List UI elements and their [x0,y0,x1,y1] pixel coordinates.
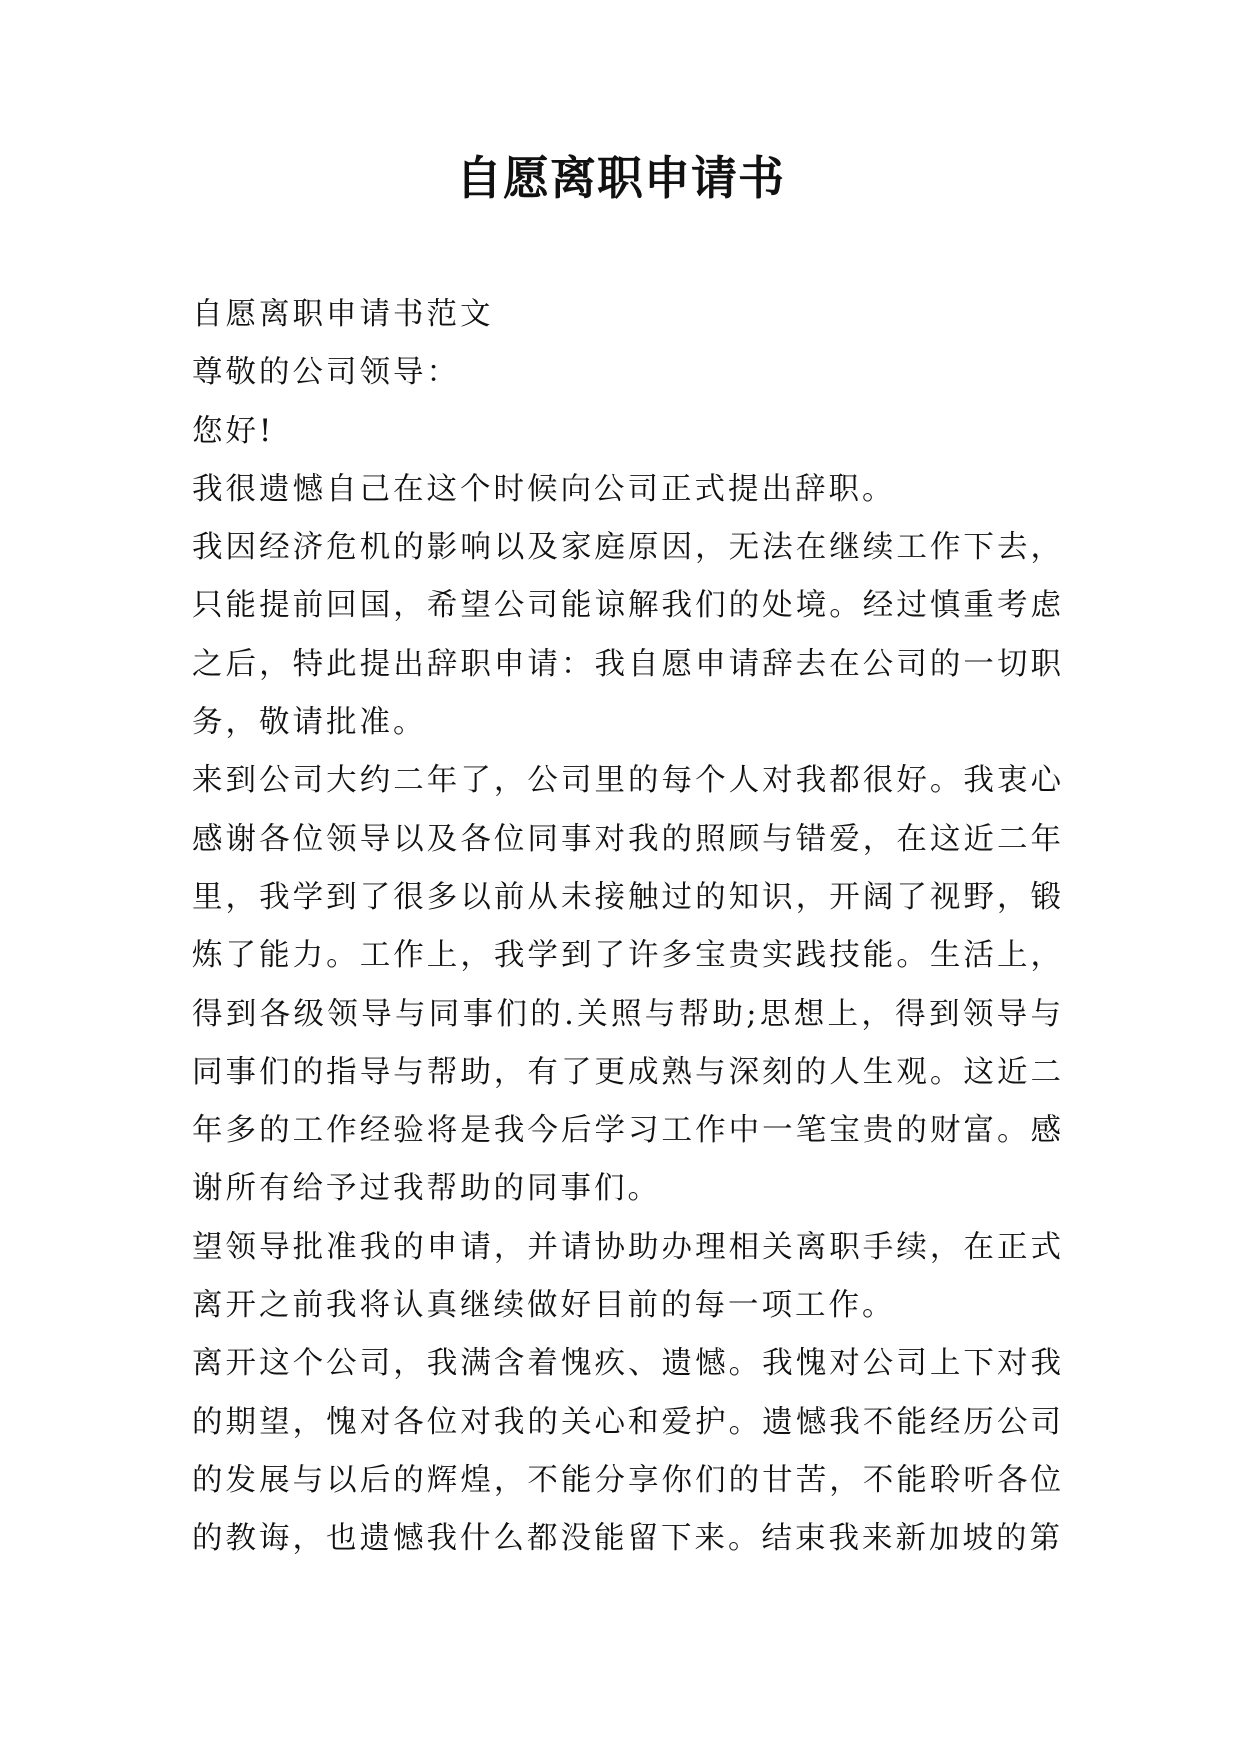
paragraph-body: 望领导批准我的申请，并请协助办理相关离职手续，在正式离开之前我将认真继续做好目前的每一项工作。 [192,1229,1064,1324]
paragraph-body: 我很遗憾自己在这个时候向公司正式提出辞职。 [192,471,896,507]
paragraph-body: 我因经济危机的影响以及家庭原因，无法在继续工作下去，只能提前回国，希望公司能谅解我们的处境。经过慎重考虑之后，特此提出辞职申请：我自愿申请辞去在公司的一切职务，敬请批准。 [192,530,1064,741]
paragraph-subtitle: 自愿离职申请书范文 [192,297,494,332]
paragraph-body: 离开这个公司，我满含着愧疚、遗憾。我愧对公司上下对我的期望，愧对各位对我的关心和爱护。遗憾我不能经历公司的发展与以后的辉煌，不能分享你们的甘苦，不能聆听各位的教诲，也遗憾我什么都没能留下来。结束我来新加坡的第 [192,1346,1064,1557]
paragraph-greeting: 您好! [192,413,275,449]
paragraph-body: 来到公司大约二年了，公司里的每个人对我都很好。我衷心感谢各位领导以及各位同事对我的照顾与错爱，在这近二年里，我学到了很多以前从未接触过的知识，开阔了视野，锻炼了能力。工作上，我学到了许多宝贵实践技能。生活上，得到各级领导与同事们的.关照与帮助;思想上，得到领导与同事们的指导与帮助，有了更成熟与深刻的人生观。这近二年多的工作经验将是我今后学习工作中一笔宝贵的财富。感谢所有给予过我帮助的同事们。 [192,763,1064,1207]
document-body [192,286,1064,1569]
paragraph-salutation: 尊敬的公司领导： [192,355,460,391]
document-title: 自愿离职申请书 [456,151,785,205]
